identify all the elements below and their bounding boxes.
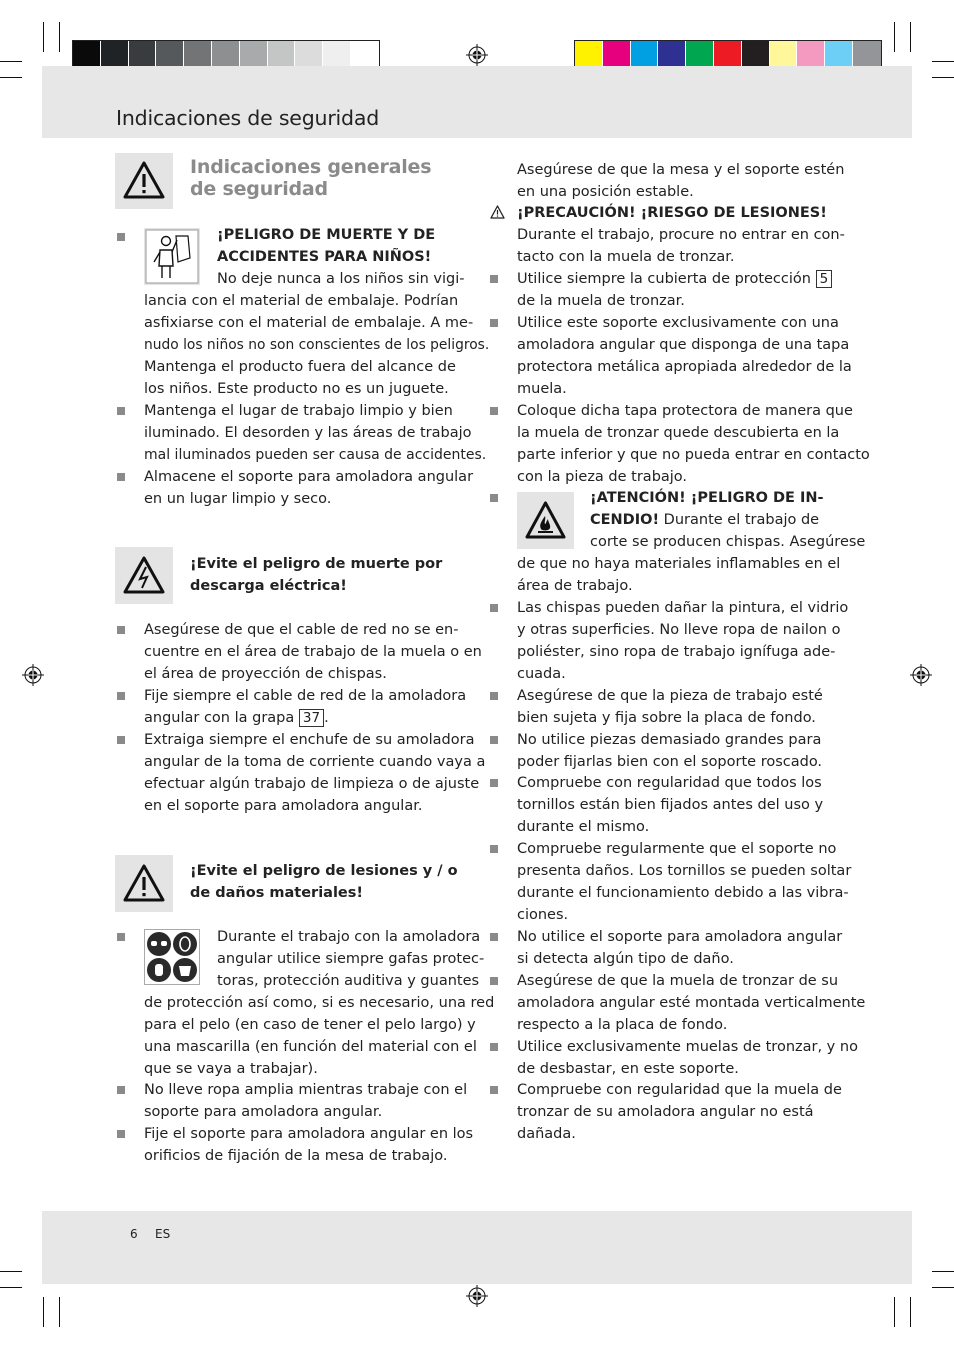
color-swatch: [686, 41, 714, 68]
warning-triangle-icon: [115, 153, 173, 209]
paragraph-line: poliéster, sino ropa de trabajo ignífuga ade-: [517, 644, 836, 660]
color-swatch: [268, 41, 296, 68]
process-color-bar: [574, 40, 882, 69]
paragraph-line: Las chispas pueden dañar la pintura, el vidrio: [517, 600, 849, 616]
section-heading-line: Indicaciones generales: [190, 156, 432, 178]
child-with-bag-icon: [144, 228, 200, 285]
color-swatch: [825, 41, 853, 68]
electric-shock-warning-icon: [115, 547, 173, 604]
paragraph-line: soporte para amoladora angular.: [144, 1104, 383, 1120]
electric-heading: [190, 553, 442, 597]
color-swatch: [212, 41, 240, 68]
heading-line: ¡PELIGRO DE MUERTE Y DE: [217, 227, 436, 243]
protective-equipment-icon: [145, 930, 199, 984]
crop-mark: [894, 22, 895, 52]
color-swatch: [184, 41, 212, 68]
paragraph-line: Compruebe regularmente que el soporte no: [517, 841, 837, 857]
color-swatch: [658, 41, 686, 68]
caution-heading: ¡PRECAUCIÓN! ¡RIESGO DE LESIONES!: [517, 205, 827, 221]
paragraph-line: los niños. Este producto no es un juguete.: [144, 381, 449, 397]
paragraph-line: No utilice el soporte para amoladora angular: [517, 929, 843, 945]
paragraph-line: si detecta algún tipo de daño.: [517, 951, 734, 967]
crop-mark: [43, 1297, 44, 1327]
paragraph-line: mal iluminados pueden ser causa de accidentes.: [144, 447, 487, 463]
paragraph-line: Fije el soporte para amoladora angular en los: [144, 1126, 474, 1142]
part-reference: 5: [816, 270, 833, 288]
section-heading: [190, 156, 431, 200]
paragraph-line: de protección así como, si es necesario, una red: [144, 995, 495, 1011]
bullet-marker: [490, 933, 498, 941]
bullet-marker: [490, 407, 498, 415]
crop-mark: [910, 22, 911, 52]
registration-mark-icon: [466, 1285, 488, 1307]
bullet-marker: [490, 604, 498, 612]
color-swatch: [797, 41, 825, 68]
bullet-marker: [490, 1043, 498, 1051]
bullet-marker: [490, 779, 498, 787]
paragraph-line: Asegúrese de que el cable de red no se en-: [144, 622, 459, 638]
text-span: Durante el trabajo de: [663, 512, 820, 528]
paragraph-line: en una posición estable.: [517, 184, 694, 200]
color-swatch: [156, 41, 184, 68]
paragraph-line: tacto con la muela de tronzar.: [517, 249, 735, 265]
bullet-marker: [490, 1086, 498, 1094]
paragraph-line: protectora metálica apropiada alrededor de la: [517, 359, 852, 375]
paragraph-line: que se vaya a trabajar).: [144, 1061, 318, 1077]
language-code: ES: [155, 1227, 171, 1241]
paragraph-line: respecto a la placa de fondo.: [517, 1017, 728, 1033]
color-swatch: [295, 41, 323, 68]
paragraph-line: área de trabajo.: [517, 578, 633, 594]
text-span: Utilice siempre la cubierta de protección: [517, 271, 811, 287]
paragraph-line: para el pelo (en caso de tener el pelo largo) y: [144, 1017, 476, 1033]
bullet-marker: [490, 736, 498, 744]
crop-mark: [43, 22, 44, 52]
paragraph-line: en un lugar limpio y seco.: [144, 491, 332, 507]
bullet-marker: [117, 407, 125, 415]
color-swatch: [101, 41, 129, 68]
footer-band: [42, 1211, 912, 1284]
paragraph-line: No deje nunca a los niños sin vigi-: [217, 271, 465, 287]
bullet-marker: [117, 233, 125, 241]
crop-mark: [0, 1287, 22, 1288]
children-warning-heading: [217, 224, 435, 268]
paragraph-line: tronzar de su amoladora angular no está: [517, 1104, 814, 1120]
color-swatch: [631, 41, 659, 68]
warning-icon-box: [115, 153, 173, 209]
crop-mark: [59, 22, 60, 52]
color-swatch: [853, 41, 881, 68]
page-number: 6: [130, 1227, 138, 1241]
crop-mark: [932, 1287, 954, 1288]
bullet-marker: [117, 692, 125, 700]
color-swatch: [73, 41, 101, 68]
bullet-marker: [490, 319, 498, 327]
paragraph-line: Asegúrese de que la mesa y el soporte estén: [517, 162, 845, 178]
children-warning-icon-box: [144, 228, 200, 285]
paragraph-line: toras, protección auditiva y guantes: [217, 973, 480, 989]
text-span: .: [324, 710, 329, 726]
part-reference: 37: [299, 709, 324, 727]
warning-triangle-icon: [115, 855, 173, 912]
color-swatch: [240, 41, 268, 68]
color-swatch: [351, 41, 379, 68]
paragraph-line: Durante el trabajo, procure no entrar en con-: [517, 227, 845, 243]
paragraph-line: una mascarilla (en función del material con el: [144, 1039, 477, 1055]
paragraph-line: Mantenga el producto fuera del alcance de: [144, 359, 456, 375]
paragraph-line: de desbastar, en este soporte.: [517, 1061, 739, 1077]
paragraph-line: la muela de tronzar quede descubierta en la: [517, 425, 840, 441]
paragraph-line: muela.: [517, 381, 567, 397]
paragraph-line: amoladora angular que disponga de una tapa: [517, 337, 850, 353]
paragraph-line: angular de la toma de corriente cuando vaya a: [144, 754, 486, 770]
heading-line: descarga eléctrica!: [190, 578, 347, 594]
caution-triangle-icon: [490, 205, 505, 219]
injury-warning-icon-box: [115, 855, 173, 912]
bullet-marker: [117, 473, 125, 481]
paragraph-line: de la muela de tronzar.: [517, 293, 685, 309]
ppe-icon-box: [144, 929, 200, 985]
color-swatch: [575, 41, 603, 68]
paragraph-line: orificios de fijación de la mesa de trabajo.: [144, 1148, 448, 1164]
paragraph-line: con la pieza de trabajo.: [517, 469, 688, 485]
grayscale-color-bar: [72, 40, 380, 69]
crop-mark: [0, 61, 22, 62]
paragraph-line: amoladora angular esté montada verticalmente: [517, 995, 866, 1011]
paragraph-line: presenta daños. Los tornillos se pueden soltar: [517, 863, 852, 879]
color-swatch: [714, 41, 742, 68]
paragraph-line: en el soporte para amoladora angular.: [144, 798, 423, 814]
section-heading-line: de seguridad: [190, 178, 328, 200]
paragraph-line: asfixiarse con el material de embalaje. A me-: [144, 315, 474, 331]
paragraph-line: corte se producen chispas. Asegúrese: [590, 534, 866, 550]
paragraph-line: Mantenga el lugar de trabajo limpio y bien: [144, 403, 453, 419]
page-title: Indicaciones de seguridad: [116, 106, 380, 130]
paragraph-line: lancia con el material de embalaje. Podrían: [144, 293, 459, 309]
registration-mark-icon: [22, 664, 44, 686]
crop-mark: [932, 1271, 954, 1272]
electric-warning-icon-box: [115, 547, 173, 604]
crop-mark: [59, 1297, 60, 1327]
paragraph-line: angular utilice siempre gafas protec-: [217, 951, 485, 967]
bullet-marker: [117, 933, 125, 941]
paragraph-line: [517, 268, 832, 290]
paragraph-line: tornillos están bien fijados antes del uso y: [517, 797, 824, 813]
paragraph-line: Almacene el soporte para amoladora angular: [144, 469, 474, 485]
color-swatch: [323, 41, 351, 68]
registration-mark-icon: [910, 664, 932, 686]
paragraph-line: y otras superficies. No lleve ropa de nailon o: [517, 622, 841, 638]
paragraph-line: poder fijarlas bien con el soporte roscado.: [517, 754, 823, 770]
color-swatch: [770, 41, 798, 68]
paragraph-line: efectuar algún trabajo de limpieza o de ajuste: [144, 776, 480, 792]
paragraph-line: Extraiga siempre el enchufe de su amoladora: [144, 732, 475, 748]
bullet-marker: [117, 1130, 125, 1138]
paragraph-line: Durante el trabajo con la amoladora: [217, 929, 481, 945]
paragraph-line: parte inferior y que no pueda entrar en contacto: [517, 447, 870, 463]
color-swatch: [603, 41, 631, 68]
paragraph-line: de que no haya materiales inflamables en el: [517, 556, 841, 572]
paragraph-line: cuada.: [517, 666, 566, 682]
bullet-marker: [490, 692, 498, 700]
heading-line: ACCIDENTES PARA NIÑOS!: [217, 249, 432, 265]
bullet-marker: [117, 626, 125, 634]
registration-mark-icon: [466, 44, 488, 66]
paragraph-line: Asegúrese de que la pieza de trabajo esté: [517, 688, 823, 704]
color-swatch: [129, 41, 157, 68]
bullet-marker: [490, 275, 498, 283]
crop-mark: [894, 1297, 895, 1327]
paragraph-line: Compruebe con regularidad que todos los: [517, 775, 822, 791]
paragraph-line: Asegúrese de que la muela de tronzar de su: [517, 973, 839, 989]
bullet-marker: [117, 736, 125, 744]
heading-line: de daños materiales!: [190, 885, 364, 901]
heading-line: ¡Evite el peligro de lesiones y / o: [190, 863, 458, 879]
crop-mark: [0, 1271, 22, 1272]
paragraph-line: durante el funcionamiento debido a las vibra-: [517, 885, 849, 901]
fire-heading: CENDIO!: [590, 512, 660, 528]
crop-mark: [0, 77, 22, 78]
paragraph-line: Utilice este soporte exclusivamente con una: [517, 315, 839, 331]
fire-warning-icon-box: [517, 492, 574, 549]
paragraph-line: Coloque dicha tapa protectora de manera que: [517, 403, 853, 419]
paragraph-line: Compruebe con regularidad que la muela de: [517, 1082, 842, 1098]
paragraph-line: No utilice piezas demasiado grandes para: [517, 732, 822, 748]
paragraph-line: Fije siempre el cable de red de la amoladora: [144, 688, 467, 704]
heading-line: ¡Evite el peligro de muerte por: [190, 556, 443, 572]
paragraph-line: cuentre en el área de trabajo de la muela o en: [144, 644, 482, 660]
paragraph-line: dañada.: [517, 1126, 576, 1142]
paragraph-line: iluminado. El desorden y las áreas de trabajo: [144, 425, 472, 441]
paragraph-line: el área de proyección de chispas.: [144, 666, 387, 682]
bullet-marker: [490, 977, 498, 985]
paragraph-line: nudo los niños no son conscientes de los peligros.: [144, 337, 490, 353]
fire-hazard-icon: [517, 492, 574, 549]
paragraph-line: No lleve ropa amplia mientras trabaje con el: [144, 1082, 468, 1098]
fire-heading: ¡ATENCIÓN! ¡PELIGRO DE IN-: [590, 490, 824, 506]
crop-mark: [932, 77, 954, 78]
color-swatch: [742, 41, 770, 68]
crop-mark: [910, 1297, 911, 1327]
paragraph-line: [144, 707, 329, 729]
paragraph-line: Utilice exclusivamente muelas de tronzar, y no: [517, 1039, 858, 1055]
text-span: angular con la grapa: [144, 710, 295, 726]
paragraph-line: [590, 509, 819, 531]
paragraph-line: ciones.: [517, 907, 569, 923]
bullet-marker: [490, 494, 498, 502]
bullet-marker: [117, 1086, 125, 1094]
crop-mark: [932, 61, 954, 62]
paragraph-line: bien sujeta y fija sobre la placa de fondo.: [517, 710, 816, 726]
bullet-marker: [490, 845, 498, 853]
injury-heading: [190, 860, 458, 904]
paragraph-line: durante el mismo.: [517, 819, 650, 835]
